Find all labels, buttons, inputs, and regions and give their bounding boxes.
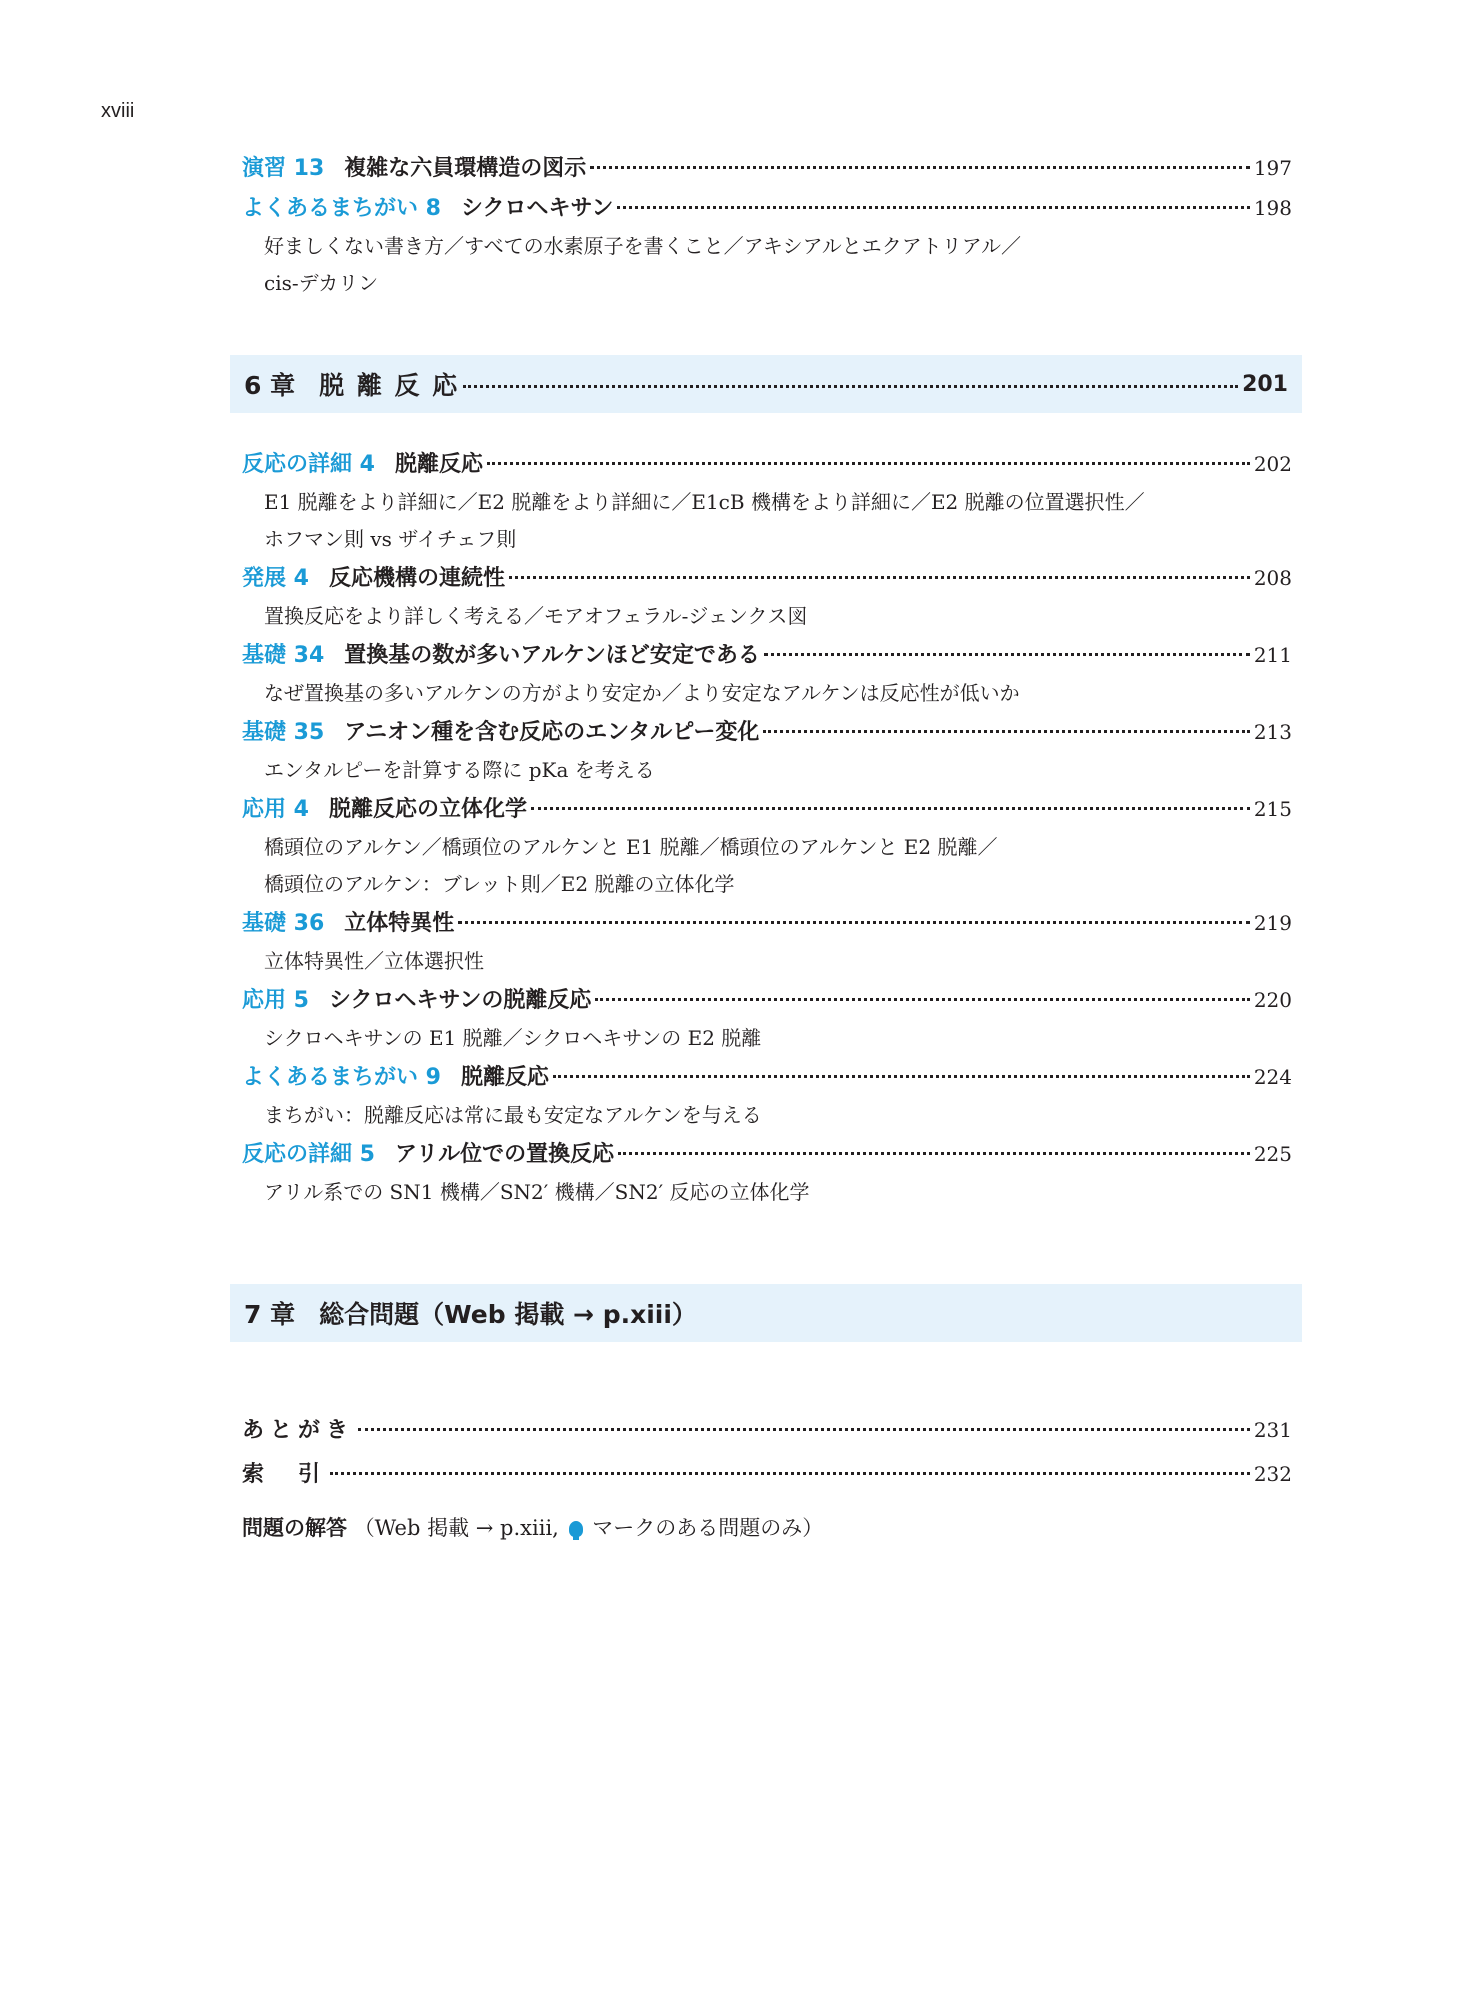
description-line: エンタルピーを計算する際に pKa を考える bbox=[264, 758, 655, 782]
description-line: アリル系での SN1 機構／SN2′ 機構／SN2′ 反応の立体化学 bbox=[264, 1180, 810, 1204]
dot-leader bbox=[553, 1075, 1250, 1078]
entry-title: あとがき bbox=[242, 1418, 355, 1443]
entry-title: 索 引 bbox=[242, 1462, 327, 1487]
entry-title: シクロヘキサンの脱離反応 bbox=[328, 988, 592, 1013]
description-line: 橋頭位のアルケン：ブレット則／E2 脱離の立体化学 bbox=[264, 872, 735, 896]
dot-leader bbox=[764, 653, 1250, 656]
dot-leader bbox=[358, 1428, 1250, 1431]
chapter-title: 総合問題（Web 掲載 → p.xiii） bbox=[319, 1300, 697, 1329]
entry-description bbox=[242, 1097, 1292, 1134]
entry-title: 置換基の数が多いアルケンほど安定である bbox=[344, 643, 760, 668]
entry-label: 反応の詳細 5 bbox=[242, 1142, 375, 1167]
chapter-number: 7 章 bbox=[244, 1300, 296, 1329]
dot-leader bbox=[590, 166, 1250, 169]
entry-page: 198 bbox=[1253, 196, 1292, 220]
answers-tail: マークのある問題のみ） bbox=[592, 1516, 824, 1540]
toc-section-chapter-6 bbox=[242, 444, 1292, 1211]
toc-entry[interactable] bbox=[242, 444, 1292, 484]
entry-title: 脱離反応の立体化学 bbox=[328, 797, 527, 822]
page-number: xviii bbox=[101, 100, 135, 122]
description-line: E1 脱離をより詳細に／E2 脱離をより詳細に／E1cB 機構をより詳細に／E2 脱離の位置選択性／ bbox=[264, 490, 1145, 514]
entry-title: 脱離反応 bbox=[460, 1065, 549, 1090]
entry-description bbox=[242, 228, 1292, 302]
entry-page: 215 bbox=[1253, 797, 1292, 821]
chapter-7-header[interactable] bbox=[230, 1284, 1302, 1342]
toc-back-matter bbox=[242, 1408, 1292, 1496]
toc-entry[interactable] bbox=[242, 1057, 1292, 1097]
lightbulb-icon bbox=[569, 1521, 583, 1537]
chapter-6-header[interactable] bbox=[230, 355, 1302, 413]
entry-page: 208 bbox=[1253, 566, 1292, 590]
entry-description bbox=[242, 752, 1292, 789]
description-line: cis-デカリン bbox=[264, 271, 379, 295]
dot-leader bbox=[509, 576, 1250, 579]
entry-label: 基礎 35 bbox=[242, 720, 325, 745]
description-line: ホフマン則 vs ザイチェフ則 bbox=[264, 527, 517, 551]
entry-description bbox=[242, 598, 1292, 635]
entry-label: 応用 4 bbox=[242, 797, 309, 822]
toc-section-top bbox=[242, 148, 1292, 302]
entry-label: 基礎 34 bbox=[242, 643, 325, 668]
toc-entry[interactable] bbox=[242, 712, 1292, 752]
answers-label: 問題の解答 bbox=[242, 1516, 347, 1540]
entry-description bbox=[242, 484, 1292, 558]
description-line: シクロヘキサンの E1 脱離／シクロヘキサンの E2 脱離 bbox=[264, 1026, 762, 1050]
entry-page: 211 bbox=[1253, 643, 1292, 667]
entry-title: 反応機構の連続性 bbox=[328, 566, 505, 591]
dot-leader bbox=[763, 730, 1249, 733]
entry-label: 応用 5 bbox=[242, 988, 309, 1013]
toc-entry[interactable] bbox=[242, 148, 1292, 188]
entry-page: 213 bbox=[1253, 720, 1292, 744]
entry-page: 202 bbox=[1253, 452, 1292, 476]
toc-entry[interactable] bbox=[242, 635, 1292, 675]
entry-label: 基礎 36 bbox=[242, 911, 325, 936]
toc-entry[interactable] bbox=[242, 558, 1292, 598]
entry-description bbox=[242, 829, 1292, 903]
entry-title: アリル位での置換反応 bbox=[394, 1142, 615, 1167]
entry-page: 232 bbox=[1253, 1462, 1292, 1486]
entry-page: 224 bbox=[1253, 1065, 1292, 1089]
entry-title: シクロヘキサン bbox=[460, 196, 614, 221]
answers-text: （Web 掲載 → p.xiii, bbox=[353, 1516, 559, 1540]
entry-description bbox=[242, 1174, 1292, 1211]
dot-leader bbox=[595, 998, 1249, 1001]
description-line: 橋頭位のアルケン／橋頭位のアルケンと E1 脱離／橋頭位のアルケンと E2 脱離／ bbox=[264, 835, 998, 859]
description-line: 置換反応をより詳しく考える／モアオフェラル-ジェンクス図 bbox=[264, 604, 808, 628]
entry-description bbox=[242, 675, 1292, 712]
toc-entry[interactable] bbox=[242, 188, 1292, 228]
entry-title: 立体特異性 bbox=[344, 911, 455, 936]
dot-leader bbox=[531, 807, 1250, 810]
entry-page: 220 bbox=[1253, 988, 1292, 1012]
entry-label: よくあるまちがい 9 bbox=[242, 1065, 441, 1090]
toc-entry[interactable] bbox=[242, 980, 1292, 1020]
dot-leader bbox=[617, 206, 1249, 209]
entry-label: 演習 13 bbox=[242, 156, 325, 181]
toc-entry[interactable] bbox=[242, 1452, 1292, 1496]
dot-leader bbox=[458, 921, 1250, 924]
entry-page: 219 bbox=[1253, 911, 1292, 935]
entry-label: 反応の詳細 4 bbox=[242, 452, 375, 477]
entry-title: 複雑な六員環構造の図示 bbox=[344, 156, 587, 181]
entry-page: 225 bbox=[1253, 1142, 1292, 1166]
entry-description bbox=[242, 943, 1292, 980]
entry-page: 231 bbox=[1253, 1418, 1292, 1442]
dot-leader bbox=[330, 1472, 1250, 1475]
toc-entry[interactable] bbox=[242, 1134, 1292, 1174]
entry-title: 脱離反応 bbox=[394, 452, 483, 477]
entry-label: 発展 4 bbox=[242, 566, 309, 591]
toc-entry[interactable] bbox=[242, 903, 1292, 943]
chapter-number: 6 章 bbox=[244, 371, 296, 400]
toc-entry[interactable] bbox=[242, 789, 1292, 829]
entry-title: アニオン種を含む反応のエンタルピー変化 bbox=[344, 720, 760, 745]
chapter-page: 201 bbox=[1242, 371, 1288, 397]
dot-leader bbox=[463, 385, 1238, 388]
description-line: 立体特異性／立体選択性 bbox=[264, 949, 484, 973]
dot-leader bbox=[487, 462, 1250, 465]
entry-label: よくあるまちがい 8 bbox=[242, 196, 441, 221]
description-line: なぜ置換基の多いアルケンの方がより安定か／より安定なアルケンは反応性が低いか bbox=[264, 681, 1020, 705]
entry-page: 197 bbox=[1253, 156, 1292, 180]
chapter-title: 脱 離 反 応 bbox=[319, 371, 460, 400]
dot-leader bbox=[618, 1152, 1250, 1155]
answers-note bbox=[242, 1512, 823, 1542]
description-line: 好ましくない書き方／すべての水素原子を書くこと／アキシアルとエクアトリアル／ bbox=[264, 234, 1021, 258]
toc-entry[interactable] bbox=[242, 1408, 1292, 1452]
entry-description bbox=[242, 1020, 1292, 1057]
description-line: まちがい：脱離反応は常に最も安定なアルケンを与える bbox=[264, 1103, 762, 1127]
